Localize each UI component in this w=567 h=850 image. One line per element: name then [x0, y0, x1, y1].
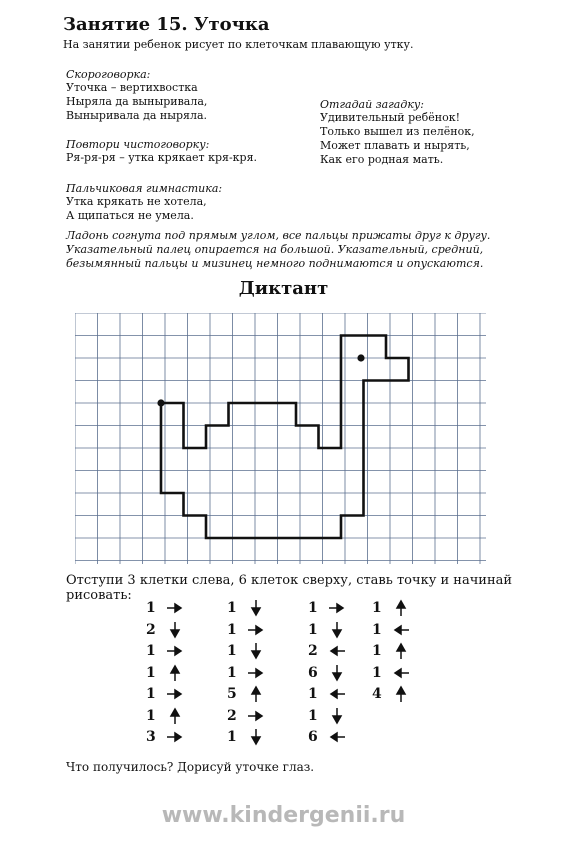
step-count: 6 [308, 729, 318, 745]
step-count: 1 [227, 643, 237, 659]
dictation-step [146, 706, 184, 726]
dictation-step [308, 727, 346, 747]
finger-gym-line: Утка крякать не хотела, [66, 195, 207, 208]
finger-gym-heading: Пальчиковая гимнастика: [66, 182, 223, 195]
step-count: 5 [227, 686, 237, 702]
watermark: www.kindergenii.ru [161, 803, 406, 828]
arrow-right-icon [247, 621, 265, 639]
arrow-right-icon [247, 664, 265, 682]
dictation-step [308, 706, 346, 726]
arrow-down-icon [166, 621, 184, 639]
arrow-left-icon [328, 685, 346, 703]
arrow-down-icon [328, 664, 346, 682]
dictation-step [227, 663, 265, 683]
dictation-commands [100, 598, 500, 748]
step-count: 1 [372, 664, 382, 681]
step-count: 1 [227, 729, 237, 745]
dictation-instruction: Отступи 3 клетки слева, 6 клеток сверху, ставь точку и начинай рисовать: [66, 573, 513, 603]
step-count: 3 [146, 729, 156, 745]
dictation-step [146, 684, 184, 704]
pure-phrase-line: Ря-ря-ря – утка крякает кря-кря. [66, 151, 258, 164]
arrow-right-icon [247, 707, 265, 725]
step-count: 4 [372, 686, 382, 702]
riddle-line: Может плавать и нырять, [320, 139, 470, 152]
dictation-title: Диктант [238, 278, 329, 299]
dictation-step [372, 663, 410, 683]
arrow-down-icon [328, 707, 346, 725]
tongue-twister-line: Ныряла да выныривала, [66, 95, 208, 108]
step-count: 1 [308, 621, 318, 638]
dictation-step [227, 620, 265, 640]
dictation-step [372, 598, 410, 618]
step-count: 1 [227, 600, 237, 616]
step-count: 6 [308, 664, 318, 681]
arrow-up-icon [392, 685, 410, 703]
step-count: 2 [227, 707, 237, 724]
drawing-grid [75, 313, 486, 564]
dictation-step [372, 684, 410, 704]
arrow-up-icon [166, 707, 184, 725]
step-count: 1 [308, 707, 318, 724]
step-count: 2 [308, 643, 318, 659]
step-count: 1 [372, 600, 382, 616]
dictation-step [146, 663, 184, 683]
riddle-heading: Отгадай загадку: [320, 98, 424, 111]
arrow-down-icon [247, 728, 265, 746]
step-count: 1 [146, 707, 156, 724]
dictation-step [227, 684, 265, 704]
riddle-line: Удивительный ребёнок! [320, 111, 460, 124]
page-title: Занятие 15. Уточка [63, 14, 270, 35]
tongue-twister-block [66, 68, 316, 123]
arrow-up-icon [392, 599, 410, 617]
eye-dot [357, 354, 364, 361]
dictation-step [227, 598, 265, 618]
dictation-step [146, 598, 184, 618]
arrow-left-icon [328, 642, 346, 660]
pure-phrase-heading: Повтори чистоговорку: [66, 138, 210, 151]
step-count: 1 [227, 621, 237, 638]
dictation-step [308, 620, 346, 640]
tongue-twister-line: Выныривала да ныряла. [66, 109, 208, 122]
arrow-left-icon [328, 728, 346, 746]
dictation-step [146, 727, 184, 747]
duck-outline [161, 336, 409, 539]
finger-gym-block [66, 182, 316, 223]
question-text: Что получилось? Дорисуй уточке глаз. [66, 760, 315, 774]
dictation-step [308, 641, 346, 661]
arrow-down-icon [247, 599, 265, 617]
arrow-up-icon [247, 685, 265, 703]
step-count: 1 [372, 621, 382, 638]
step-count: 1 [146, 664, 156, 681]
arrow-right-icon [328, 599, 346, 617]
step-count: 1 [308, 686, 318, 702]
finger-gym-line: А щипаться не умела. [66, 209, 194, 222]
pure-phrase-block [66, 138, 316, 165]
dictation-step [146, 641, 184, 661]
intro-text: На занятии ребенок рисует по клеточкам плавающую утку. [63, 38, 414, 51]
step-count: 1 [227, 664, 237, 681]
arrow-right-icon [166, 685, 184, 703]
finger-gym-note: Ладонь согнута под прямым углом, все пальцы прижаты друг к другу. Указательный палец опирается на большой. Указательный, средний, безымянный пальцы и мизинец немного поднимаются и опускаются. [66, 229, 491, 270]
arrow-left-icon [392, 621, 410, 639]
arrow-down-icon [328, 621, 346, 639]
dictation-step [308, 598, 346, 618]
arrow-right-icon [166, 642, 184, 660]
dictation-step [372, 620, 410, 640]
tongue-twister-heading: Скороговорка: [66, 68, 151, 81]
arrow-up-icon [166, 664, 184, 682]
step-count: 2 [146, 621, 156, 638]
step-count: 1 [146, 600, 156, 616]
step-count: 1 [146, 686, 156, 702]
arrow-down-icon [247, 642, 265, 660]
dictation-step [372, 641, 410, 661]
dictation-step [308, 684, 346, 704]
riddle-line: Только вышел из пелёнок, [320, 125, 475, 138]
riddle-line: Как его родная мать. [320, 153, 444, 166]
start-dot [157, 399, 164, 406]
tongue-twister-line: Уточка – вертихвостка [66, 81, 198, 94]
dictation-step [146, 620, 184, 640]
dictation-step [227, 727, 265, 747]
arrow-right-icon [166, 599, 184, 617]
step-count: 1 [308, 600, 318, 616]
step-count: 1 [372, 643, 382, 659]
riddle-block [320, 98, 540, 167]
dictation-step [227, 706, 265, 726]
dictation-step [227, 641, 265, 661]
arrow-up-icon [392, 642, 410, 660]
arrow-left-icon [392, 664, 410, 682]
dictation-step [308, 663, 346, 683]
step-count: 1 [146, 643, 156, 659]
arrow-right-icon [166, 728, 184, 746]
